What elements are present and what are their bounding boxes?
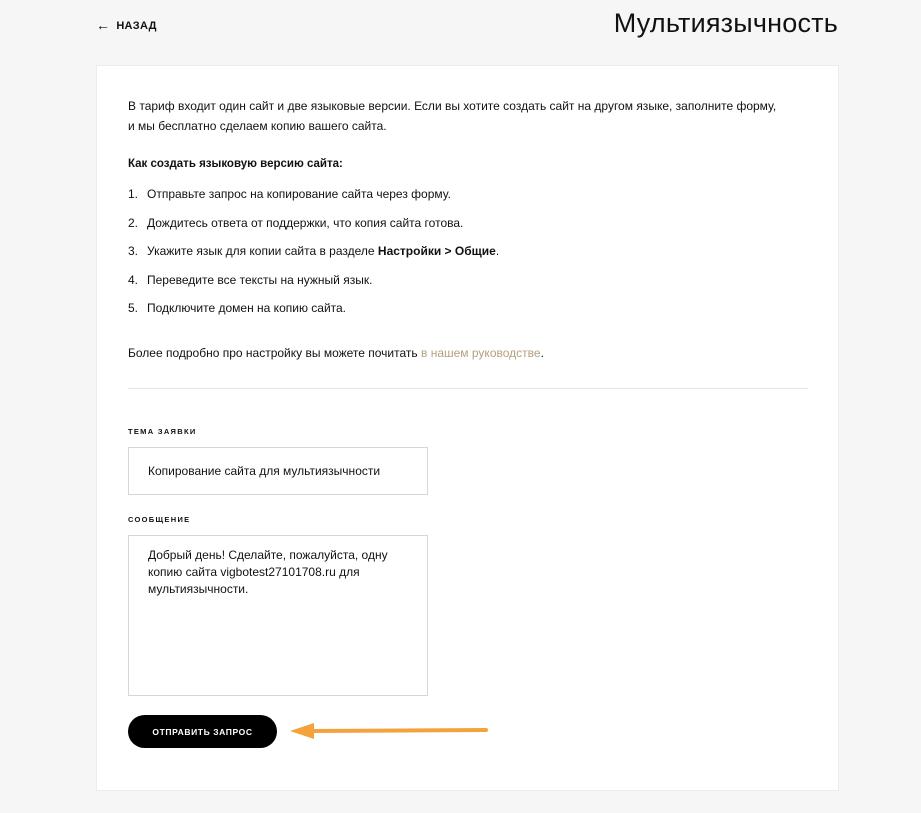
intro-line-1: В тариф входит один сайт и две языковые версии. Если вы хотите создать сайт на другом языке, заполните форму, (128, 99, 777, 113)
divider (128, 388, 808, 389)
subject-input[interactable] (128, 447, 428, 495)
message-textarea[interactable] (128, 535, 428, 696)
step-number: 5. (128, 301, 139, 315)
list-item (128, 243, 499, 272)
list-item (128, 300, 499, 329)
message-label: СООБЩЕНИЕ (128, 515, 191, 524)
step-text: Отправьте запрос на копирование сайта через форму. (147, 187, 451, 201)
step-text: Подключите домен на копию сайта. (147, 301, 347, 315)
steps-list (128, 186, 499, 329)
list-item (128, 272, 499, 301)
back-link[interactable] (96, 17, 157, 33)
more-info-prefix: Более подробно про настройку вы можете почитать (128, 346, 421, 360)
more-info-text (128, 346, 544, 360)
content-card (96, 65, 839, 791)
guide-link[interactable]: в нашем руководстве (421, 346, 541, 360)
page-title: Мультиязычность (613, 8, 838, 38)
step-text: Переведите все тексты на нужный язык. (147, 272, 373, 287)
more-info-suffix: . (540, 346, 544, 360)
step-text: Дождитесь ответа от поддержки, что копия сайта готова. (147, 215, 464, 230)
back-label: НАЗАД (116, 20, 157, 32)
arrow-left-icon: ← (96, 17, 111, 33)
step-text-end: . (495, 244, 500, 258)
list-item (128, 186, 499, 215)
step-number: 2. (128, 215, 139, 230)
step-text-main: Укажите язык для копии сайта в разделе (147, 244, 378, 258)
subject-label: ТЕМА ЗАЯВКИ (128, 427, 197, 436)
annotation-arrow-icon (288, 720, 493, 744)
list-item (128, 215, 499, 244)
step-text (147, 243, 499, 272)
submit-request-button[interactable]: ОТПРАВИТЬ ЗАПРОС (128, 715, 277, 748)
intro-text (128, 96, 788, 136)
howto-title: Как создать языковую версию сайта: (128, 158, 343, 170)
step-number: 1. (128, 187, 139, 201)
step-number: 3. (128, 244, 139, 258)
intro-line-2: и мы бесплатно сделаем копию вашего сайта. (128, 119, 387, 133)
step-number: 4. (128, 272, 139, 287)
settings-path: Настройки > Общие (377, 244, 496, 258)
